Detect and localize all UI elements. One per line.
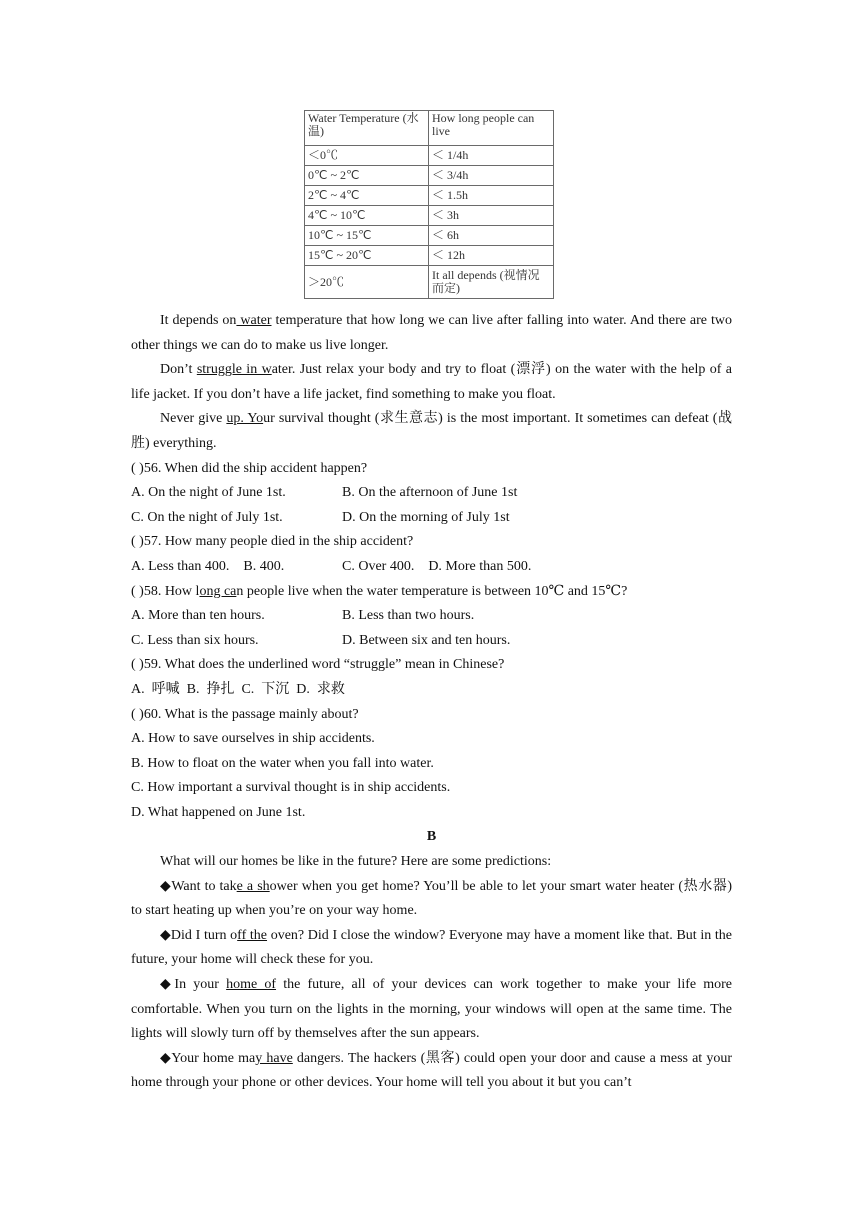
option-c-d: C. Over 400. D. More than 500. — [342, 558, 532, 574]
question-59-options: A. 呼喊 B. 挣扎 C. 下沉 D. 求救 — [131, 681, 345, 697]
table-cell: ＜ 3h — [429, 206, 554, 226]
question-58: ( )58. How long can people live when the water temperature is between 10℃ and 15℃? — [131, 583, 628, 599]
table-cell: ＜0℃ — [305, 146, 429, 166]
table-cell: ＞20℃ — [305, 266, 429, 299]
question-56: ( )56. When did the ship accident happen? — [131, 460, 368, 476]
prediction-shower: ◆Want to take a shower when you get home? You’ll be able to let your smart water heater (热水器) to start heating up when you’re on your way home. — [131, 878, 732, 919]
paragraph-water-temperature: It depends on water temperature that how long we can live after falling into water. And there are two other things we can do to make us live longer. — [131, 313, 733, 353]
table-row — [305, 166, 554, 186]
table-row — [305, 226, 554, 246]
table-row — [305, 246, 554, 266]
prediction-dangers: ◆Your home may have dangers. The hackers (黑客) could open your door and cause a mess at your home through your phone or other devices. Your home will tell you about it but you can’t — [131, 1050, 732, 1091]
paragraph-dont-struggle: Don’t struggle in water. Just relax your body and try to float (漂浮) on the water with the help of a life jacket. If you don’t have a life jacket, find something to make you float. — [131, 362, 732, 402]
option-b: B. On the afternoon of June 1st — [342, 485, 518, 501]
table-row — [305, 206, 554, 226]
option-a: A. How to save ourselves in ship accidents. — [131, 731, 375, 747]
table-cell: ＜ 6h — [429, 226, 554, 246]
section-heading: B — [426, 829, 437, 845]
question-56-options-row — [131, 481, 732, 506]
table-header-row — [305, 111, 554, 146]
passage-body — [131, 309, 732, 1096]
table-header-cell: How long people can live — [429, 111, 554, 146]
table-cell: It all depends (视情况而定) — [429, 266, 554, 299]
table-cell: 15℃ ~ 20℃ — [305, 246, 429, 266]
option-c: C. Less than six hours. — [131, 632, 259, 648]
prediction-devices: ◆In your home of the future, all of your devices can work together to make your life more comfortable. When you turn on the lights in the morning, your windows will open at the same time. The lights will slowly turn off by themselves after the sun appears. — [131, 977, 733, 1042]
table-cell: ＜ 12h — [429, 246, 554, 266]
option-c: C. How important a survival thought is in ship accidents. — [131, 780, 451, 796]
table-cell: 10℃ ~ 15℃ — [305, 226, 429, 246]
question-60: ( )60. What is the passage mainly about? — [131, 706, 359, 722]
table-header-cell: Water Temperature (水温) — [305, 111, 429, 146]
water-temperature-table — [304, 110, 554, 299]
table-cell: ＜ 3/4h — [429, 166, 554, 186]
option-a-b: A. Less than 400. B. 400. — [131, 558, 285, 574]
section-b-intro: What will our homes be like in the future? Here are some predictions: — [160, 854, 552, 870]
paragraph-never-give-up: Never give up. Your survival thought (求生意志) is the most important. It sometimes can defeat (战胜) everything. — [131, 411, 732, 451]
option-d: D. On the morning of July 1st — [342, 509, 510, 525]
table-cell: 4℃ ~ 10℃ — [305, 206, 429, 226]
table-cell: 2℃ ~ 4℃ — [305, 186, 429, 206]
option-d: D. Between six and ten hours. — [342, 632, 511, 648]
table-cell: ＜ 1/4h — [429, 146, 554, 166]
option-d: D. What happened on June 1st. — [131, 804, 306, 820]
option-a: A. On the night of June 1st. — [131, 485, 286, 501]
table-cell: 0℃ ~ 2℃ — [305, 166, 429, 186]
table-cell: ＜ 1.5h — [429, 186, 554, 206]
table-row — [305, 186, 554, 206]
question-56-options-row — [131, 506, 732, 531]
question-58-options-row — [131, 629, 732, 654]
option-b: B. Less than two hours. — [342, 608, 475, 624]
option-a: A. More than ten hours. — [131, 608, 265, 624]
question-57: ( )57. How many people died in the ship accident? — [131, 534, 414, 550]
prediction-oven: ◆Did I turn off the oven? Did I close the window? Everyone may have a moment like that. But in the future, your home will check these for you. — [131, 927, 733, 968]
option-c: C. On the night of July 1st. — [131, 509, 283, 525]
table-row — [305, 266, 554, 299]
question-57-options-row — [131, 555, 732, 580]
table-row — [305, 146, 554, 166]
option-b: B. How to float on the water when you fall into water. — [131, 755, 434, 771]
question-59: ( )59. What does the underlined word “struggle” mean in Chinese? — [131, 657, 505, 673]
question-58-options-row — [131, 604, 732, 629]
